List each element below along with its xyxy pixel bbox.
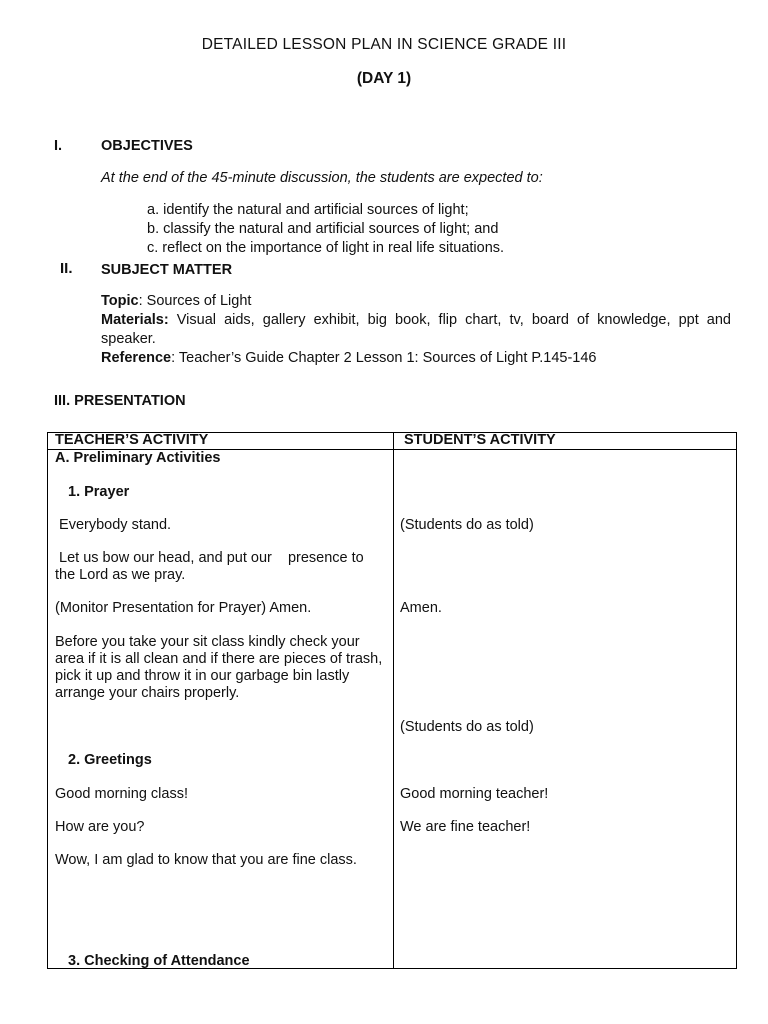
materials-line xyxy=(101,311,731,349)
objectives-heading: OBJECTIVES xyxy=(101,138,193,154)
teacher-before-sit: Before you take your sit class kindly check your area if it is all clean and if there are pieces of trash, pick it up and throw it in our garbage bin lastly arrange your chairs properly. xyxy=(55,634,383,701)
student-amen: Amen. xyxy=(400,600,442,616)
table-column-divider xyxy=(393,433,394,968)
subject-matter-details xyxy=(101,292,731,368)
objectives-list xyxy=(147,201,504,258)
subject-matter-number: II. xyxy=(60,260,73,277)
teacher-glad-fine: Wow, I am glad to know that you are fine class. xyxy=(55,852,357,868)
objective-item: b. classify the natural and artificial sources of light; and xyxy=(147,221,499,237)
teacher-monitor-prayer: (Monitor Presentation for Prayer) Amen. xyxy=(55,600,312,616)
document-day: (DAY 1) xyxy=(356,70,412,87)
reference-line xyxy=(101,349,731,368)
student-activity-header: STUDENT’S ACTIVITY xyxy=(404,432,556,448)
student-do-as-told: (Students do as told) xyxy=(400,517,534,533)
teacher-bow-head: Let us bow our head, and put our presence to the Lord as we pray. xyxy=(55,550,368,583)
subject-matter-heading: SUBJECT MATTER xyxy=(101,262,233,278)
student-good-morning: Good morning teacher! xyxy=(400,786,549,802)
objective-item: a. identify the natural and artificial sources of light; xyxy=(147,202,469,218)
student-do-as-told: (Students do as told) xyxy=(400,719,534,735)
student-fine: We are fine teacher! xyxy=(400,819,531,835)
greetings-heading: 2. Greetings xyxy=(68,752,152,768)
reference-label: Reference xyxy=(101,350,172,366)
objectives-intro: At the end of the 45-minute discussion, the students are expected to: xyxy=(101,170,543,186)
section-a-heading: A. Preliminary Activities xyxy=(55,450,221,466)
attendance-heading: 3. Checking of Attendance xyxy=(68,953,250,969)
presentation-heading: III. PRESENTATION xyxy=(54,393,186,409)
document-title: DETAILED LESSON PLAN IN SCIENCE GRADE III xyxy=(201,36,567,53)
materials-value: Visual aids, gallery exhibit, big book, flip chart, tv, board of knowledge, ppt and speaker. xyxy=(101,312,731,347)
objectives-number: I. xyxy=(54,138,63,154)
topic-label: Topic xyxy=(101,293,139,309)
prayer-heading: 1. Prayer xyxy=(68,484,130,500)
teacher-good-morning: Good morning class! xyxy=(55,786,188,802)
materials-label: Materials: xyxy=(101,312,169,328)
teacher-everybody-stand: Everybody stand. xyxy=(55,517,172,533)
topic-value: : Sources of Light xyxy=(138,293,252,309)
reference-value: : Teacher’s Guide Chapter 2 Lesson 1: Sources of Light P.145-146 xyxy=(171,350,597,366)
activity-table xyxy=(47,432,737,969)
objective-item: c. reflect on the importance of light in real life situations. xyxy=(147,240,505,256)
topic-line xyxy=(101,292,731,311)
teacher-activity-header: TEACHER’S ACTIVITY xyxy=(55,432,209,448)
teacher-how-are-you: How are you? xyxy=(55,819,145,835)
